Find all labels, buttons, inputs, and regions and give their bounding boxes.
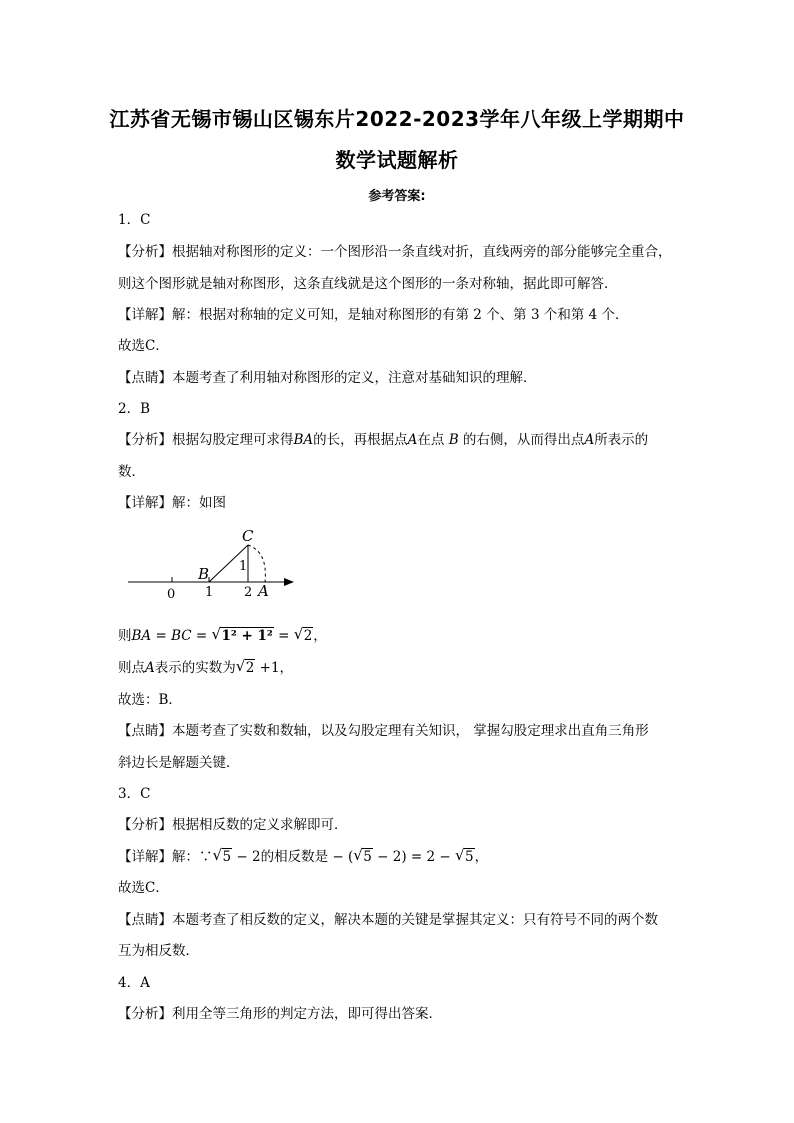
analysis-tag: 【分析】 [118, 817, 172, 833]
q2-comment-text: 本题考查了实数和数轴，以及勾股定理有关知识， 掌握勾股定理求出直角三角形 [172, 723, 649, 739]
q2-var-a: A [407, 432, 418, 448]
eq2-prefix: 则点 [118, 660, 145, 676]
q2-analysis-text-a: 根据勾股定理可求得 [172, 432, 294, 448]
q3-comment-text: 本题考查了相反数的定义，解决本题的关键是掌握其定义：只有符号不同的两个数 [172, 912, 658, 928]
label-a: A [258, 582, 269, 600]
q3-detail-c: − 2) = 2 − [372, 849, 455, 865]
tick-label-1: 1 [205, 585, 214, 600]
q1-detail-text: 解：根据对称轴的定义可知，是轴对称图形的有第 2 个、第 3 个和第 4 个． [172, 307, 629, 323]
q4-analysis-text: 利用全等三角形的判定方法，即可得出答案． [172, 1006, 442, 1022]
q1-analysis-line1 [118, 240, 672, 260]
q2-var-a2: A [584, 432, 595, 448]
eq1-end: ， [313, 628, 327, 644]
q2-analysis-line1 [118, 428, 648, 448]
q1-detail [118, 303, 629, 323]
document-title-line2: 数学试题解析 [335, 148, 459, 172]
eq1-mid: = [273, 628, 294, 644]
q2-analysis-line2: 数． [118, 464, 145, 480]
q2-detail-text: 解：如图 [172, 495, 226, 511]
eq1-prefix: 则 [118, 628, 132, 644]
q2-detail [118, 491, 226, 511]
q3-detail [118, 845, 488, 865]
eq1-radicand: 1² + 1² [221, 628, 273, 644]
q3-radicand-2: 5 [363, 849, 372, 865]
analysis-tag: 【分析】 [118, 1006, 172, 1022]
q3-radicand-3: 5 [464, 849, 474, 865]
q3-detail-d: ， [474, 849, 489, 865]
eq1-rhs-radicand: 2 [303, 628, 313, 644]
label-c: C [242, 527, 254, 545]
q2-comment-line1 [118, 719, 649, 739]
q1-analysis-text: 根据轴对称图形的定义：一个图形沿一条直线对折，直线两旁的部分能够完全重合， [172, 244, 672, 260]
label-b: B [198, 565, 210, 583]
detail-tag: 【详解】 [118, 307, 172, 323]
comment-tag: 【点睛】 [118, 370, 172, 386]
comment-tag: 【点睛】 [118, 723, 172, 739]
q1-comment [118, 366, 537, 386]
q2-analysis-text-c: 在点 [417, 432, 449, 448]
answer-heading: 参考答案: [368, 189, 426, 204]
q2-equation-1 [118, 624, 327, 644]
sqrt-radical: √ 5 [353, 846, 372, 865]
q3-detail-a: 解：∵ [172, 849, 213, 865]
q2-comment-line2: 斜边长是解题关键． [118, 755, 240, 771]
analysis-tag: 【分析】 [118, 432, 172, 448]
sqrt-radical: √ 5 [212, 846, 232, 865]
q1-comment-text: 本题考查了利用轴对称图形的定义，注意对基础知识的理解． [172, 370, 537, 386]
q2-analysis-text-b: 的长，再根据点 [313, 432, 408, 448]
sqrt-radical: √ 5 [454, 846, 474, 865]
q3-detail-b: − 2的相反数是 − ( [232, 849, 354, 865]
comment-tag: 【点睛】 [118, 912, 172, 928]
tick-label-0: 0 [167, 587, 176, 602]
tick-label-2: 2 [244, 585, 253, 600]
eq2-end: +1， [255, 660, 294, 676]
q3-analysis [118, 813, 348, 833]
sqrt-radical: √ 2 [293, 625, 313, 644]
q3-radicand-1: 5 [222, 849, 232, 865]
eq2-var-a: A [145, 660, 155, 676]
q1-number: 1．C [118, 212, 151, 228]
sqrt-radical: √ 2 [235, 657, 255, 676]
q1-choose: 故选C． [118, 338, 169, 354]
detail-tag: 【详解】 [118, 849, 172, 865]
q3-analysis-text: 根据相反数的定义求解即可． [172, 817, 348, 833]
q2-number: 2．B [118, 401, 151, 417]
q3-choose: 故选C． [118, 880, 169, 896]
number-line-figure [118, 522, 308, 604]
eq2-radicand: 2 [245, 660, 255, 676]
q4-number: 4．A [118, 975, 150, 991]
q3-comment-line1 [118, 908, 658, 928]
eq1-lhs: BA = BC = [131, 628, 212, 644]
compass-arc [248, 545, 265, 582]
q4-analysis [118, 1002, 442, 1022]
q2-var-b: B [448, 432, 459, 448]
axis-arrow-icon [284, 578, 294, 586]
q2-var-ba: BA [293, 432, 314, 448]
q2-analysis-text-d: 的右侧，从而得出点 [458, 432, 585, 448]
q3-comment-line2: 互为相反数． [118, 943, 199, 959]
q3-number: 3．C [118, 786, 151, 802]
q2-choose: 故选：B． [118, 692, 182, 708]
q1-analysis-line2: 则这个图形就是轴对称图形，这条直线就是这个图形的一条对称轴，据此即可解答． [118, 276, 618, 292]
sqrt-radical: √ 1² + 1² [211, 625, 273, 644]
eq2-text: 表示的实数为 [154, 660, 236, 676]
q2-equation-2 [118, 656, 293, 676]
label-one-vertical: 1 [239, 559, 248, 574]
detail-tag: 【详解】 [118, 495, 172, 511]
document-title-line1: 江苏省无锡市锡山区锡东片2022-2023学年八年级上学期期中 [109, 107, 685, 131]
analysis-tag: 【分析】 [118, 244, 172, 260]
q2-analysis-text-e: 所表示的 [594, 432, 649, 448]
